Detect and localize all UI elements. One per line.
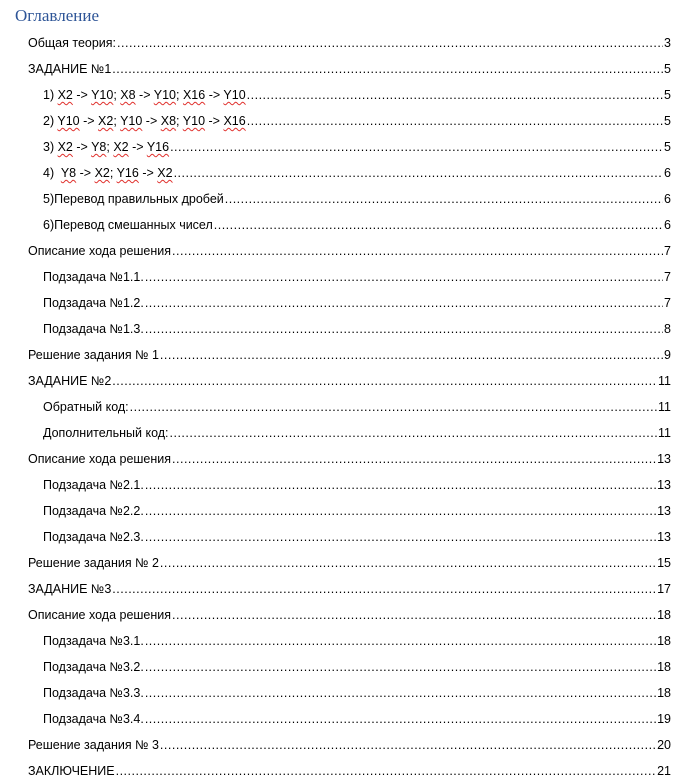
spellcheck-token: Y10 [57,114,80,128]
toc-entry-page: 11 [658,426,671,440]
toc-entry-leader [112,368,657,394]
toc-entry-leader [145,628,656,654]
toc-entry-20[interactable] [0,524,687,550]
toc-entry-3[interactable] [0,82,687,108]
toc-title: Оглавление [15,6,99,25]
toc-entry-25[interactable] [0,654,687,680]
toc-entry-27[interactable] [0,706,687,732]
toc-entry-leader [172,238,663,264]
toc-entry-page: 17 [657,582,671,596]
toc-entry-leader [145,654,656,680]
toc-entry-text: ЗАДАНИЕ №1 [28,62,112,76]
toc-entry-leader [214,212,663,238]
toc-entry-leader [174,160,663,186]
toc-entry-12[interactable] [0,316,687,342]
toc-entry-leader [112,56,663,82]
toc-entry-15[interactable] [0,394,687,420]
toc-entry-16[interactable] [0,420,687,446]
toc-entry-leader [247,108,663,134]
toc-entry-1[interactable] [0,30,687,56]
toc-entry-page: 11 [658,400,671,414]
toc-entry-7[interactable] [0,186,687,212]
spellcheck-token: Y10 [182,114,206,128]
toc-entry-page: 5 [664,62,671,76]
toc-entry-page: 13 [657,504,671,518]
spellcheck-token: X2 [57,88,73,102]
toc-entry-page: 20 [657,738,671,752]
toc-entry-page: 13 [657,530,671,544]
spellcheck-token: X16 [223,114,246,128]
toc-entry-leader [145,680,656,706]
toc-entry-leader [172,602,656,628]
toc-entry-8[interactable] [0,212,687,238]
toc-entry-text: Подзадача №2.1. [43,478,144,492]
toc-entry-text: Подзадача №1.2. [43,296,144,310]
spellcheck-token: X8 [120,88,136,102]
toc-entry-29[interactable] [0,758,687,784]
toc-entry-2[interactable] [0,56,687,82]
toc-entry-page: 7 [664,270,671,284]
spellcheck-token: X16 [182,88,206,102]
toc-entry-leader [247,82,663,108]
toc-entry-14[interactable] [0,368,687,394]
toc-entry-24[interactable] [0,628,687,654]
toc-entry-text: 5)Перевод правильных дробей [43,192,224,206]
toc-entry-text: Дополнительный код: [43,426,169,440]
toc-entry-4[interactable] [0,108,687,134]
toc-entry-text: ЗАДАНИЕ №3 [28,582,112,596]
toc-entry-23[interactable] [0,602,687,628]
toc-entry-text: Общая теория: [28,36,117,50]
spellcheck-token: X2 [157,166,173,180]
toc-entry-text: 3) X2 -> Y8; X2 -> Y16 [43,140,170,154]
toc-entry-19[interactable] [0,498,687,524]
toc-entry-leader [145,706,656,732]
toc-entry-page: 7 [664,296,671,310]
toc-entry-text: 4) Y8 -> X2; Y16 -> X2 [43,166,173,180]
toc-entry-page: 6 [664,218,671,232]
toc-entry-text: Подзадача №3.2. [43,660,144,674]
toc-entry-text: Обратный код: [43,400,129,414]
toc-entry-text: ЗАКЛЮЧЕНИЕ [28,764,115,778]
toc-entry-leader [170,420,658,446]
toc-entry-leader [172,446,656,472]
toc-entry-leader [130,394,657,420]
toc-entry-leader [160,732,656,758]
toc-entry-leader [145,472,656,498]
toc-entry-page: 7 [664,244,671,258]
toc-entry-page: 18 [657,634,671,648]
toc-entry-leader [160,342,663,368]
toc-entry-page: 18 [657,608,671,622]
toc-entry-text: Решение задания № 3 [28,738,159,752]
spellcheck-token: Y16 [146,140,170,154]
toc-entry-22[interactable] [0,576,687,602]
toc-entry-9[interactable] [0,238,687,264]
toc-entry-10[interactable] [0,264,687,290]
spellcheck-token: Y10 [153,88,177,102]
spellcheck-token: Y10 [223,88,246,102]
toc-entry-leader [145,316,663,342]
toc-entry-page: 6 [664,192,671,206]
toc-entry-21[interactable] [0,550,687,576]
spellcheck-token: Y16 [116,166,139,180]
toc-entry-text: Описание хода решения [28,452,172,466]
toc-entry-5[interactable] [0,134,687,160]
toc-entry-text: Подзадача №1.3. [43,322,144,336]
toc-entry-text: Описание хода решения [28,608,172,622]
toc-entry-text: ЗАДАНИЕ №2 [28,374,112,388]
toc-entry-text: Решение задания № 1 [28,348,159,362]
toc-entry-text: Подзадача №3.3. [43,686,144,700]
spellcheck-token: Y8 [60,166,77,180]
toc-entry-page: 18 [657,686,671,700]
toc-entry-text: Подзадача №3.4. [43,712,144,726]
toc-entry-leader [170,134,663,160]
toc-entry-26[interactable] [0,680,687,706]
toc-entry-page: 13 [657,478,671,492]
toc-entry-page: 11 [658,374,671,388]
toc-entry-leader [112,576,656,602]
spellcheck-token: X8 [160,114,177,128]
toc-list [0,30,687,784]
toc-entry-page: 21 [657,764,671,778]
toc-entry-page: 5 [664,114,671,128]
toc-entry-page: 6 [664,166,671,180]
spellcheck-token: Y8 [91,140,107,154]
toc-entry-text: Подзадача №2.2. [43,504,144,518]
toc-entry-page: 19 [657,712,671,726]
toc-entry-leader [225,186,663,212]
spellcheck-token: Y10 [91,88,114,102]
toc-entry-leader [116,758,656,784]
toc-entry-leader [145,498,656,524]
toc-entry-text: Подзадача №3.1. [43,634,144,648]
toc-entry-11[interactable] [0,290,687,316]
toc-entry-text: 1) X2 -> Y10; X8 -> Y10; X16 -> Y10 [43,88,246,102]
toc-entry-28[interactable] [0,732,687,758]
toc-entry-6[interactable] [0,160,687,186]
toc-entry-text: Решение задания № 2 [28,556,159,570]
toc-entry-page: 18 [657,660,671,674]
toc-entry-page: 15 [657,556,671,570]
spellcheck-token: X2 [98,114,114,128]
spellcheck-token: X2 [113,140,129,154]
toc-entry-text: Описание хода решения [28,244,172,258]
toc-entry-page: 8 [664,322,671,336]
toc-entry-13[interactable] [0,342,687,368]
toc-entry-page: 5 [664,140,671,154]
toc-entry-text: 2) Y10 -> X2; Y10 -> X8; Y10 -> X16 [43,114,246,128]
spellcheck-token: Y10 [120,114,143,128]
toc-entry-17[interactable] [0,446,687,472]
toc-entry-18[interactable] [0,472,687,498]
toc-entry-text: Подзадача №1.1. [43,270,144,284]
toc-entry-page: 13 [657,452,671,466]
spellcheck-token: X2 [94,166,110,180]
toc-entry-leader [117,30,663,56]
toc-entry-page: 3 [664,36,671,50]
toc-entry-leader [145,264,663,290]
toc-entry-leader [145,524,656,550]
toc-entry-leader [145,290,663,316]
toc-entry-text: Подзадача №2.3. [43,530,144,544]
spellcheck-token: X2 [57,140,73,154]
toc-entry-page: 9 [664,348,671,362]
toc-entry-leader [160,550,656,576]
toc-entry-page: 5 [664,88,671,102]
toc-entry-text: 6)Перевод смешанных чисел [43,218,213,232]
